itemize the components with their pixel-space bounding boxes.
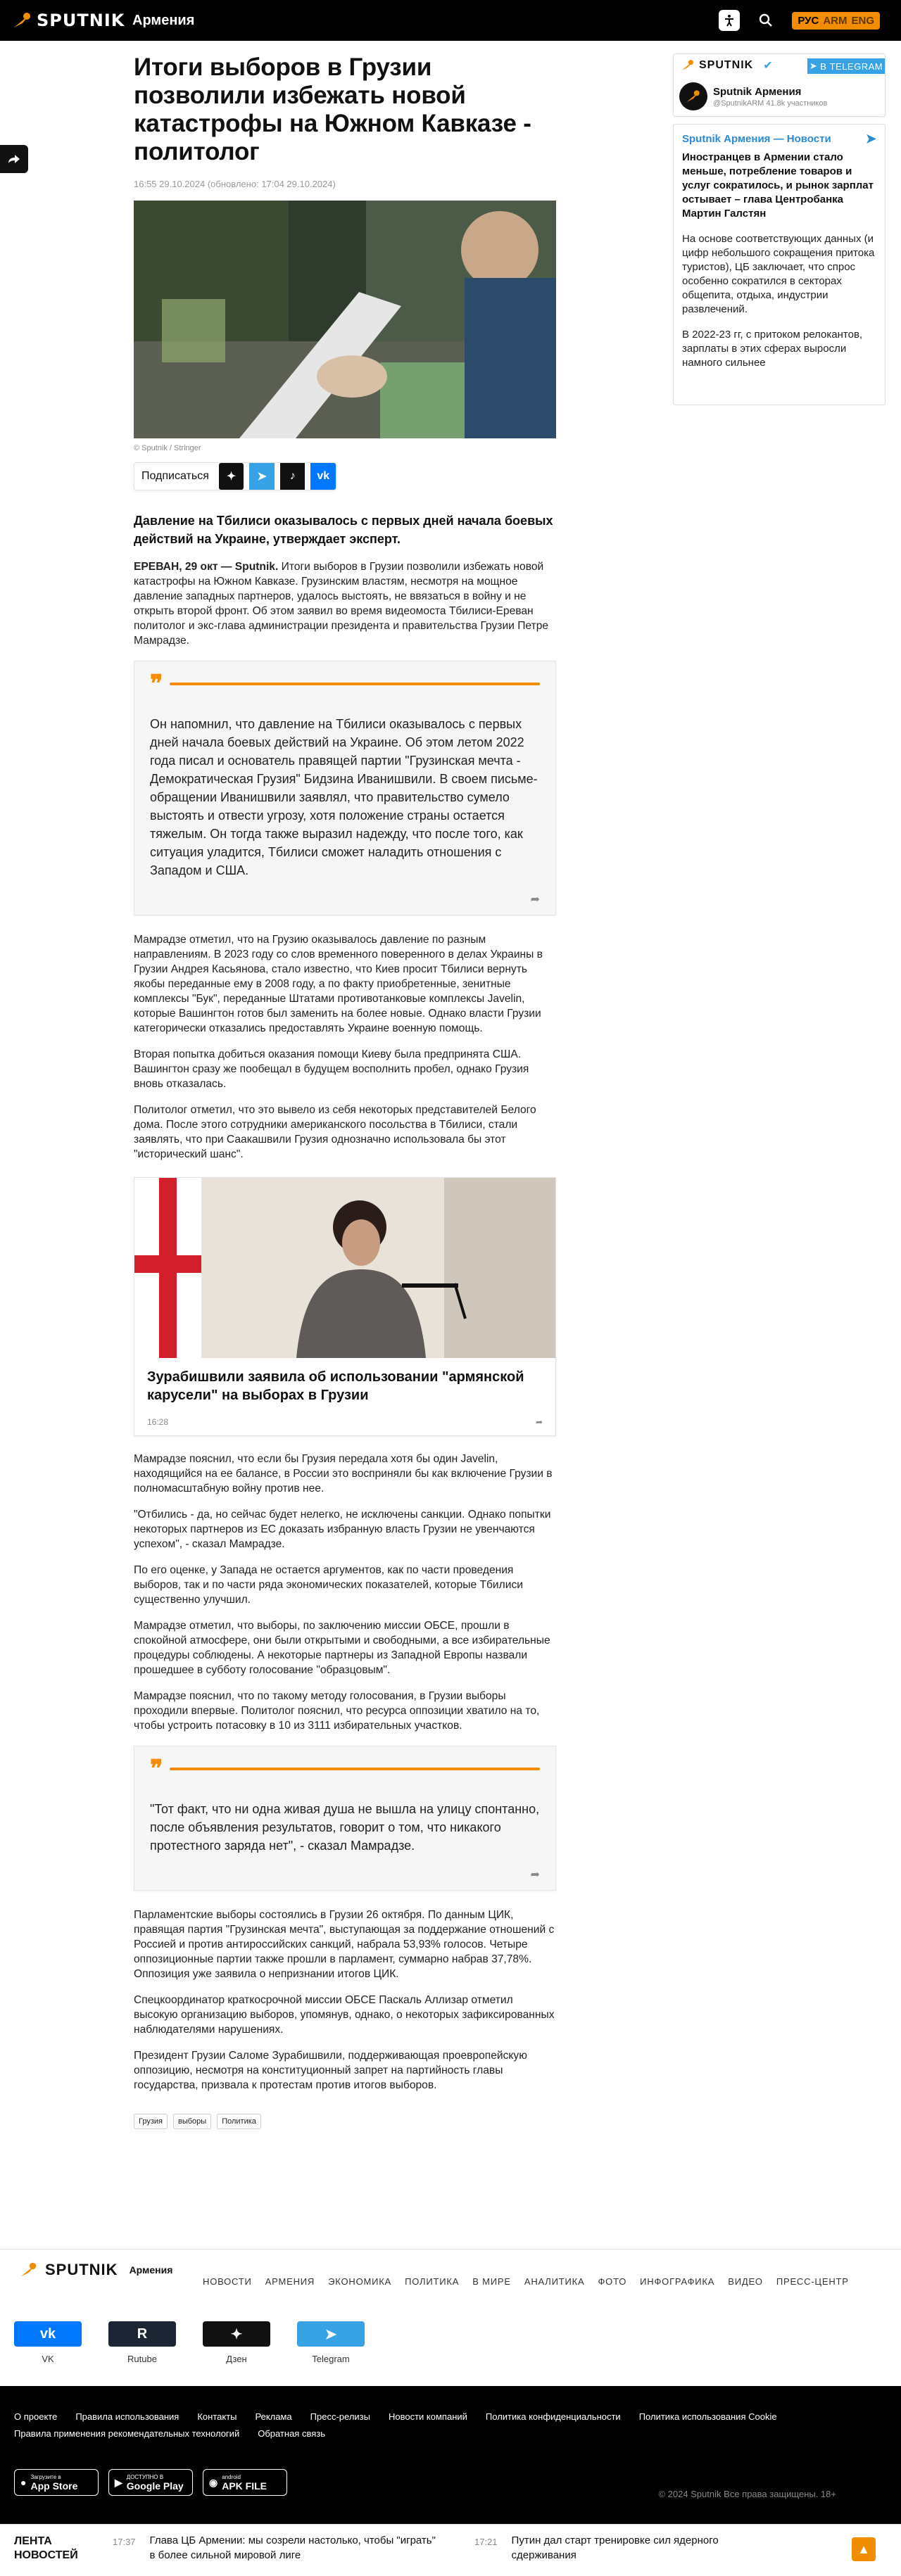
google-play-button[interactable] [108,2469,193,2496]
android-icon: ◉ [209,2476,218,2488]
article-tags [134,2114,556,2129]
paragraph [134,559,556,648]
apple-icon: ● [20,2477,27,2488]
footer-links [14,2409,887,2442]
related-article-card[interactable] [134,1177,556,1436]
subscribe-label: Подписаться [141,470,209,482]
paragraph: По его оценке, у Запада не остается аргументов, как по части проведения выборов, так и по части ряда экономических показателей, которые Тбилиси существенно улучшил. [134,1564,523,1606]
footer-brand[interactable]: SPUTNIK [45,2261,118,2278]
ticker-expand-button[interactable] [852,2537,876,2561]
tiktok-icon[interactable]: ♪ [280,463,305,490]
dzen-icon: ✦ [203,2321,270,2347]
quote-text: Он напомнил, что давление на Тбилиси оказывалось с первых дней начала боевых действий на Украине. Об этом летом 2022 года писал и основатель правящей партии "Грузинская мечта - Демократическая Грузия" Бидзина Иванишвили. В своем письме-обращении Иванишвили заявлял, что правительство сумело выстоять и отвести угрозу, хотя положение страны остается тяжелым. Он тогда также выразил надежду, что после того, как ситуация уладится, Тбилиси сможет наладить отношения с Западом и США. [150,717,538,877]
subscribe-bar [134,462,336,490]
social-label: Telegram [312,2354,350,2364]
app-stores [14,2469,287,2496]
paragraph: Политолог отметил, что это вывело из себя некоторых представителей Белого дома. После этого сотрудники американского посольства в Тбилиси, стали заявлять, что при Саакашвили Грузия однозначно использовала бы этот "исторический шанс". [134,1104,536,1160]
footer-nav-item[interactable]: ПОЛИТИКА [405,2276,460,2287]
hero-image[interactable] [134,201,556,438]
top-bar [0,0,901,41]
social-rutube[interactable] [108,2321,176,2364]
footer-section-links [203,2276,849,2287]
footer-link[interactable]: О проекте [14,2411,58,2422]
ticker-item[interactable] [113,2533,436,2563]
quote-text: "Тот факт, что ни одна живая душа не вышла на улицу спонтанно, после объявления результатов, говорит о том, что никакого протестного заряда нет", - сказал Мамрадзе. [150,1802,540,1853]
telegram-icon: ➤ [865,132,876,146]
related-article-image[interactable] [134,1178,555,1358]
verified-icon: ✔ [763,60,773,72]
channel-subscribers: @SputnikARM 41.8k участников [713,99,828,108]
paragraph: Мамрадзе пояснил, что если бы Грузия передала хотя бы один Javelin, находящийся на ее балансе, в России это восприняли бы как включение Грузии в полномасштабную войну против нее. [134,1453,553,1495]
footer-link[interactable]: Новости компаний [388,2411,467,2422]
sputnik-logo[interactable] [13,10,125,31]
quote-line [170,1768,540,1770]
article-dates: 16:55 29.10.2024 (обновлено: 17:04 29.10.2024) [134,179,336,189]
paragraph: Вторая попытка добиться оказания помощи Киеву была предпринята США. Вашингтон сразу же пообещал в будущем восполнить пробел, однако Грузия вновь отказалась. [134,1048,529,1090]
dzen-icon[interactable]: ✦ [219,463,244,490]
paragraph: Мамрадзе пояснил, что по такому методу голосования, в Грузии выборы проходили впервые. Политолог пояснил, что ресурса оппозиции хватило на то, чтобы устроить потасовку в 10 из 3111 избирательных участков. [134,1690,540,1732]
brand-name: SPUTNIK [37,11,125,30]
footer-nav-item[interactable]: АНАЛИТИКА [524,2276,585,2287]
related-article-time: 16:28 [147,1417,169,1427]
tag[interactable]: Грузия [134,2114,168,2129]
footer-nav-item[interactable]: АРМЕНИЯ [265,2276,315,2287]
paragraph: Президент Грузии Саломе Зурабишвили, поддерживающая проевропейскую оппозицию, несмотря на конституционный запрет на партийность главы государства, призвала к протестам против итогов выборов. [134,2050,527,2091]
telegram-button-label: В TELEGRAM [820,61,883,72]
store-label: APK FILE [222,2480,267,2492]
channel-name[interactable]: Sputnik Армения [713,85,802,98]
paragraph: "Отбились - да, но сейчас будет нелегко, не исключены санкции. Однако попытки некоторых партнеров из ЕС доказать избранную власть Грузии не увенчаются успехом", - сказал Мамрадзе. [134,1509,551,1550]
sputnik-logo-icon [20,2261,38,2279]
ticker-title[interactable]: ЛЕНТА НОВОСТЕЙ [14,2535,78,2561]
telegram-widget [673,53,886,117]
article-lead: Давление на Тбилиси оказывалось с первых дней начала боевых действий на Украине, утверждает эксперт. [134,514,553,546]
paragraph: Мамрадзе отметил, что выборы, по заключению миссии ОБСЕ, прошли в спокойной атмосфере, они были открытыми и свободными, а все избирательные процедуры соблюдены. А некоторые партнеры из Западной Европы назвали прошедшее в субботу голосование "образцовым". [134,1620,550,1676]
vk-icon: vk [14,2321,82,2347]
rutube-icon: R [108,2321,176,2347]
social-label: Rutube [127,2354,157,2364]
footer-nav-item[interactable]: ЭКОНОМИКА [328,2276,392,2287]
news-channel-name[interactable]: Sputnik Армения — Новости [682,133,831,145]
news-title: Иностранцев в Армении стало меньше, потребление товаров и услуг сократилось, и рынок зарплат остывает – глава Центробанка Мартин Галстян [682,151,874,220]
paragraph: Мамрадзе отметил, что на Грузию оказывалось давление по разным направлениям. В 2023 году со слов временного поверенного в делах Украины в Грузии Андрея Касьянова, стало известно, что Киев просит Тбилиси вернуть якобы переданные ему в 2008 году, а по факту приобретенные, зенитные комплексы "Бук", переданные Штатами противотанковые комплексы Javelin, которые Вашингтон готов был заменить на более новые. Однако власти Грузии категорически отказались предоставлять Украине военную помощь. [134,934,543,1034]
sputnik-logo-icon [681,58,695,72]
lang-ru[interactable]: РУС [798,14,819,27]
footer-link[interactable]: Политика использования Cookie [638,2411,777,2422]
lang-hy[interactable]: ARM [823,14,848,27]
dateline: ЕРЕВАН, 29 окт — Sputnik. [134,561,279,573]
telegram-subscribe-button[interactable] [807,58,885,74]
telegram-news-widget[interactable] [673,124,886,405]
footer-nav [0,2249,901,2386]
ticker-time: 17:37 [113,2537,136,2547]
telegram-icon: ➤ [297,2321,365,2347]
google-play-icon: ▶ [115,2476,122,2488]
ticker-time: 17:21 [474,2537,498,2547]
social-label: Дзен [226,2354,247,2364]
store-small-label: Загрузите в [30,2473,61,2480]
quote-share-icon[interactable]: ➦ [530,1869,540,1881]
quote-share-icon[interactable]: ➦ [530,894,540,906]
footer-nav-item[interactable]: ИНФОГРАФИКА [640,2276,715,2287]
social-dzen[interactable] [203,2321,270,2364]
footer-region[interactable]: Армения [129,2264,173,2276]
store-small-label: ДОСТУПНО В [126,2473,164,2480]
footer-link[interactable]: Правила применения рекомендательных технологий [14,2428,240,2439]
quote-line [170,683,540,685]
footer-socials [14,2321,365,2364]
article [134,53,556,2129]
channel-avatar[interactable] [679,82,707,110]
footer-link[interactable]: Правила использования [75,2411,179,2422]
ticker-text: Путин дал старт тренировке сил ядерного сдерживания [511,2534,719,2561]
vk-icon[interactable]: vk [310,463,336,490]
quote-block [134,1746,556,1891]
apk-button[interactable] [203,2469,287,2496]
chevron-up-icon: ▲ [857,2542,870,2556]
footer-link[interactable]: Контакты [197,2411,237,2422]
footer-nav-item[interactable]: В МИРЕ [472,2276,511,2287]
quote-block [134,661,556,915]
widget-brand: SPUTNIK [699,59,754,71]
lang-en[interactable]: ENG [851,14,874,27]
tag[interactable]: выборы [173,2114,211,2129]
footer-nav-item[interactable]: ПРЕСС-ЦЕНТР [776,2276,849,2287]
footer-nav-item[interactable]: НОВОСТИ [203,2276,252,2287]
footer-nav-item[interactable]: ВИДЕО [728,2276,763,2287]
store-label: App Store [30,2480,78,2492]
news-ticker [0,2524,901,2576]
copyright: © 2024 Sputnik Все права защищены. 18+ [658,2489,836,2499]
accessibility-icon[interactable] [719,10,740,31]
quote-icon: ❞ [150,1755,163,1783]
social-vk[interactable] [14,2321,82,2364]
sputnik-logo-icon [13,11,32,30]
photo-credit: © Sputnik / Stringer [134,444,201,452]
region-label[interactable]: Армения [132,13,195,28]
news-paragraph: На основе соответствующих данных (и цифр небольшого сокращения притока туристов), ЦБ заключает, что спрос особенно сократился в секторах общепита, отдыха, индустрии развлечений. [682,233,875,315]
language-switcher[interactable] [792,12,880,30]
footer [0,2386,901,2524]
app-store-button[interactable] [14,2469,99,2496]
related-article-title[interactable]: Зурабишвили заявила об использовании "армянской карусели" на выборах в Грузии [147,1369,524,1403]
telegram-icon: ➤ [809,61,818,71]
ticker-item[interactable] [474,2533,770,2563]
tag[interactable]: Политика [217,2114,261,2129]
article-title: Итоги выборов в Грузии позволили избежать новой катастрофы на Южном Кавказе - политолог [134,53,531,165]
share-icon [8,154,20,164]
footer-link[interactable]: Пресс-релизы [310,2411,370,2422]
social-telegram[interactable] [297,2321,365,2364]
footer-link[interactable]: Политика конфиденциальности [485,2411,621,2422]
sidebar [673,53,886,405]
footer-link[interactable]: Реклама [255,2411,292,2422]
news-paragraph: В 2022-23 гг, с притоком релокантов, зарплаты в этих сферах выросли намного сильнее [682,329,863,369]
paragraph: Парламентские выборы состоялись в Грузии 26 октября. По данным ЦИК, правящая партия "Грузинская мечта", выступающая за поддержание отношений с Россией и против антироссийских санкций, набрала 53,93% голосов. Четыре оппозиционные партии также прошли в парламент, суммарно набрав 37,78%. Оппозиция уже заявила о непризнании итогов ЦИК. [134,1909,555,1980]
footer-link[interactable]: Обратная связь [258,2428,325,2439]
ticker-text: Глава ЦБ Армении: мы созрели настолько, чтобы "играть" в более сильной мировой лиге [149,2534,436,2561]
paragraph: Спецкоординатор краткосрочной миссии ОБСЕ Паскаль Аллизар отметил высокую организацию выборов, упомянув, однако, о некоторых зафиксированных наблюдателями нарушениях. [134,1994,555,2036]
search-icon[interactable] [755,10,776,31]
telegram-icon[interactable]: ➤ [249,463,275,490]
store-label: Google Play [126,2480,184,2492]
store-small-label: android [222,2473,241,2480]
social-label: VK [42,2354,54,2364]
related-share-icon[interactable]: ➦ [535,1417,543,1427]
footer-nav-item[interactable]: ФОТО [598,2276,627,2287]
floating-share-button[interactable] [0,145,28,173]
quote-icon: ❞ [150,670,163,698]
paragraph-text: Итоги выборов в Грузии позволили избежать новой катастрофы на Южном Кавказе. Грузинским властям, несмотря на мощное давление западных партнеров, удалось выстоять, не ввязаться в войну и не открыть второй фронт. Об этом заявил во время видеомоста Тбилиси-Ереван политолог и экс-глава администрации президента и правительства Грузии Петре Мамрадзе. [134,561,549,647]
